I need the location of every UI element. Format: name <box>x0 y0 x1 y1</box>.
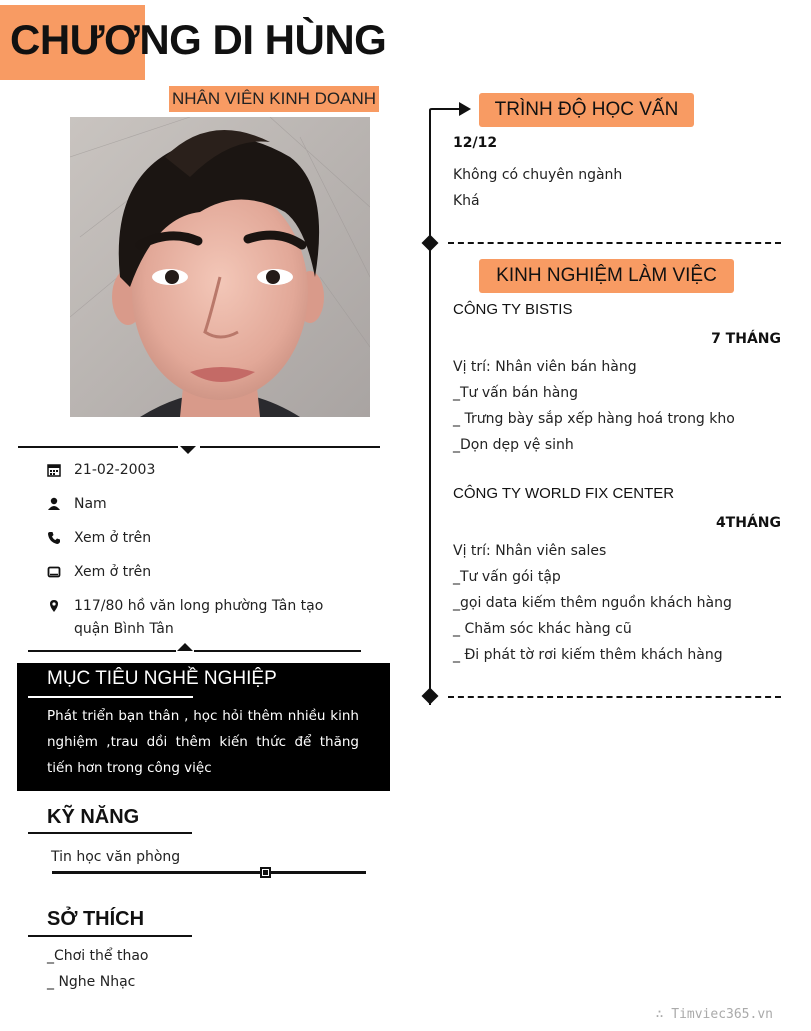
info-bottom-divider-right <box>194 650 361 652</box>
job-duration: 7 THÁNG <box>711 331 781 347</box>
job-line: _ Chăm sóc khác hàng cũ <box>453 621 632 637</box>
job-line: Vị trí: Nhân viên bán hàng <box>453 359 637 375</box>
caret-down-icon <box>180 446 196 455</box>
job-title: NHÂN VIÊN KINH DOANH <box>169 86 379 112</box>
hobby-item: _Chơi thể thao <box>47 948 149 964</box>
location-icon <box>46 598 62 614</box>
info-email <box>46 561 151 583</box>
skills-underline <box>28 832 192 834</box>
person-icon <box>46 496 62 512</box>
timeline-line <box>429 125 431 705</box>
gender-value: Nam <box>74 496 107 512</box>
job-line: _Tư vấn bán hàng <box>453 385 579 401</box>
objective-title: MỤC TIÊU NGHỀ NGHIỆP <box>47 668 277 689</box>
info-divider-right <box>200 446 380 448</box>
watermark: ∴ Timviec365.vn <box>655 1007 773 1022</box>
education-title: TRÌNH ĐỘ HỌC VẤN <box>494 99 679 120</box>
calendar-icon <box>46 462 62 478</box>
skills-title: KỸ NĂNG <box>47 806 140 828</box>
section-divider-2 <box>448 696 781 698</box>
arrow-right-icon <box>429 100 473 128</box>
email-value[interactable]: Xem ở trên <box>74 564 152 580</box>
education-major: Không có chuyên ngành <box>453 167 623 183</box>
info-phone <box>46 527 151 549</box>
job-line: Vị trí: Nhân viên sales <box>453 543 607 559</box>
info-birthday <box>46 459 155 481</box>
job-line: _gọi data kiếm thêm nguồn khách hàng <box>453 595 732 611</box>
experience-heading <box>479 259 734 293</box>
phone-value[interactable]: Xem ở trên <box>74 530 152 546</box>
candidate-name: CHƯƠNG DI HÙNG <box>10 16 387 63</box>
job-line: _Dọn dẹp vệ sinh <box>453 437 574 453</box>
info-address <box>46 595 323 617</box>
section-divider-1 <box>448 242 781 244</box>
education-grade: 12/12 <box>453 135 498 151</box>
job-duration: 4THÁNG <box>715 515 781 531</box>
skill-name: Tin học văn phòng <box>51 849 181 865</box>
skill-level-bar <box>52 871 366 874</box>
phone-icon <box>46 530 62 546</box>
email-icon <box>46 564 62 580</box>
address-value-line2: quận Bình Tân <box>74 621 174 637</box>
address-value-line1: 117/80 hồ văn long phường Tân tạo <box>74 598 324 614</box>
caret-up-icon <box>177 643 193 651</box>
hobby-item: _ Nghe Nhạc <box>47 974 136 990</box>
info-gender <box>46 493 107 515</box>
job-line: _ Trưng bày sắp xếp hàng hoá trong kho <box>453 411 735 427</box>
info-bottom-divider-left <box>28 650 176 652</box>
skill-level-knob <box>260 867 271 878</box>
education-rank: Khá <box>453 193 480 209</box>
birthday-value: 21-02-2003 <box>74 462 156 478</box>
experience-title: KINH NGHIỆM LÀM VIỆC <box>496 265 717 286</box>
timeline-diamond-2 <box>422 688 439 705</box>
profile-photo <box>70 117 370 417</box>
job-company: CÔNG TY BISTIS <box>453 301 573 318</box>
objective-underline <box>28 696 193 698</box>
job-line: _Tư vấn gói tập <box>453 569 561 585</box>
objective-text: Phát triển bạn thân , học hỏi thêm nhiều kinh nghiệm ,trau dồi thêm kiến thức để thăng tiến hơn trong công việc <box>47 708 359 776</box>
timeline-diamond-1 <box>422 235 439 252</box>
info-divider-left <box>18 446 178 448</box>
education-heading <box>479 93 694 127</box>
job-company: CÔNG TY WORLD FIX CENTER <box>453 485 675 502</box>
hobbies-title: SỞ THÍCH <box>47 908 145 930</box>
hobbies-underline <box>28 935 192 937</box>
job-line: _ Đi phát tờ rơi kiếm thêm khách hàng <box>453 647 723 663</box>
